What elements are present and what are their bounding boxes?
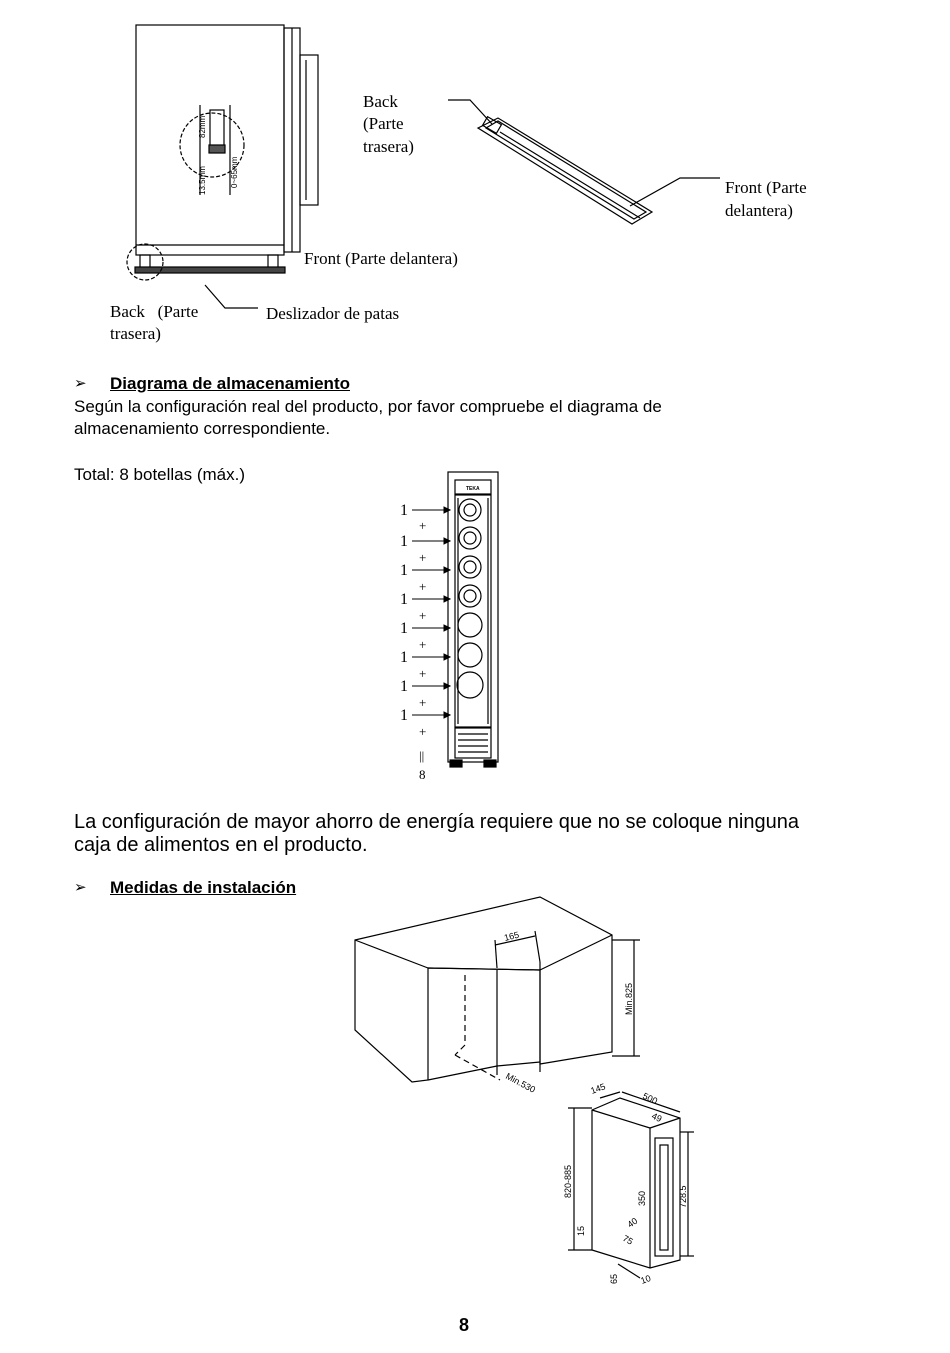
row-count-2: 1 <box>400 533 408 550</box>
plus-7: + <box>419 695 427 710</box>
label-back-line1: Back (Parte <box>110 302 199 321</box>
plus-2: + <box>419 550 427 565</box>
rail-label-front-line1: Front (Parte <box>725 178 807 197</box>
dim-49: 49 <box>650 1110 664 1125</box>
energy-note-line1: La configuración de mayor ahorro de energía requiere que no se coloque ninguna <box>74 811 799 833</box>
dim-350: 350 <box>637 1190 647 1206</box>
installation-heading: Medidas de instalación <box>110 878 297 897</box>
rail-label-back-line1: Back <box>363 92 398 111</box>
dim-75: 75 <box>621 1233 635 1247</box>
dim-min-530: Min.530 <box>504 1070 538 1095</box>
dim-13-5mm: 13.5mm <box>198 166 207 195</box>
dim-145: 145 <box>589 1081 607 1096</box>
brand-logo: TEKA <box>466 486 480 492</box>
plus-8: + <box>419 724 427 739</box>
label-deslizador-de-patas: Deslizador de patas <box>266 304 400 323</box>
plus-6: + <box>419 666 427 681</box>
dim-min-825: Min.825 <box>624 982 634 1015</box>
bullet-arrow-icon-2: ➢ <box>74 879 87 896</box>
dim-40: 40 <box>625 1215 640 1230</box>
rail-label-back-line3: trasera) <box>363 137 414 156</box>
bullet-arrow-icon: ➢ <box>74 375 87 392</box>
plus-4: + <box>419 608 427 623</box>
dim-10: 10 <box>639 1273 653 1286</box>
equals-sign: || <box>419 748 425 763</box>
dim-65: 65 <box>609 1273 619 1284</box>
storage-heading: Diagrama de almacenamiento <box>110 374 350 393</box>
row-count-8: 1 <box>400 707 408 724</box>
dim-500: 500 <box>641 1090 660 1107</box>
dim-820-885: 820-885 <box>563 1164 573 1198</box>
rail-label-front-line2: delantera) <box>725 201 793 220</box>
plus-1: + <box>419 518 427 533</box>
row-count-6: 1 <box>400 649 408 666</box>
row-count-5: 1 <box>400 620 408 637</box>
plus-3: + <box>419 579 427 594</box>
storage-text-line1: Según la configuración real del producto, por favor compruebe el diagrama de <box>74 397 662 416</box>
row-count-4: 1 <box>400 591 408 608</box>
dim-15: 15 <box>576 1225 586 1236</box>
dim-0-65mm: 0~65mm <box>230 156 239 188</box>
row-count-1: 1 <box>400 502 408 519</box>
label-front-parte-delantera: Front (Parte delantera) <box>304 249 458 268</box>
storage-total: Total: 8 botellas (máx.) <box>74 465 246 484</box>
dim-165: 165 <box>503 929 521 943</box>
bottle-sum: 8 <box>419 767 426 782</box>
dim-728-5: 728.5 <box>678 1185 688 1208</box>
storage-text-line2: almacenamiento correspondiente. <box>74 419 331 438</box>
rail-label-back-line2: (Parte <box>363 114 404 133</box>
plus-5: + <box>419 637 427 652</box>
energy-note-line2: caja de alimentos en el producto. <box>74 834 368 856</box>
label-back-line2: trasera) <box>110 324 161 343</box>
page-number: 8 <box>459 1315 470 1335</box>
dim-82mm: 82mm <box>198 115 207 138</box>
row-count-3: 1 <box>400 562 408 579</box>
row-count-7: 1 <box>400 678 408 695</box>
